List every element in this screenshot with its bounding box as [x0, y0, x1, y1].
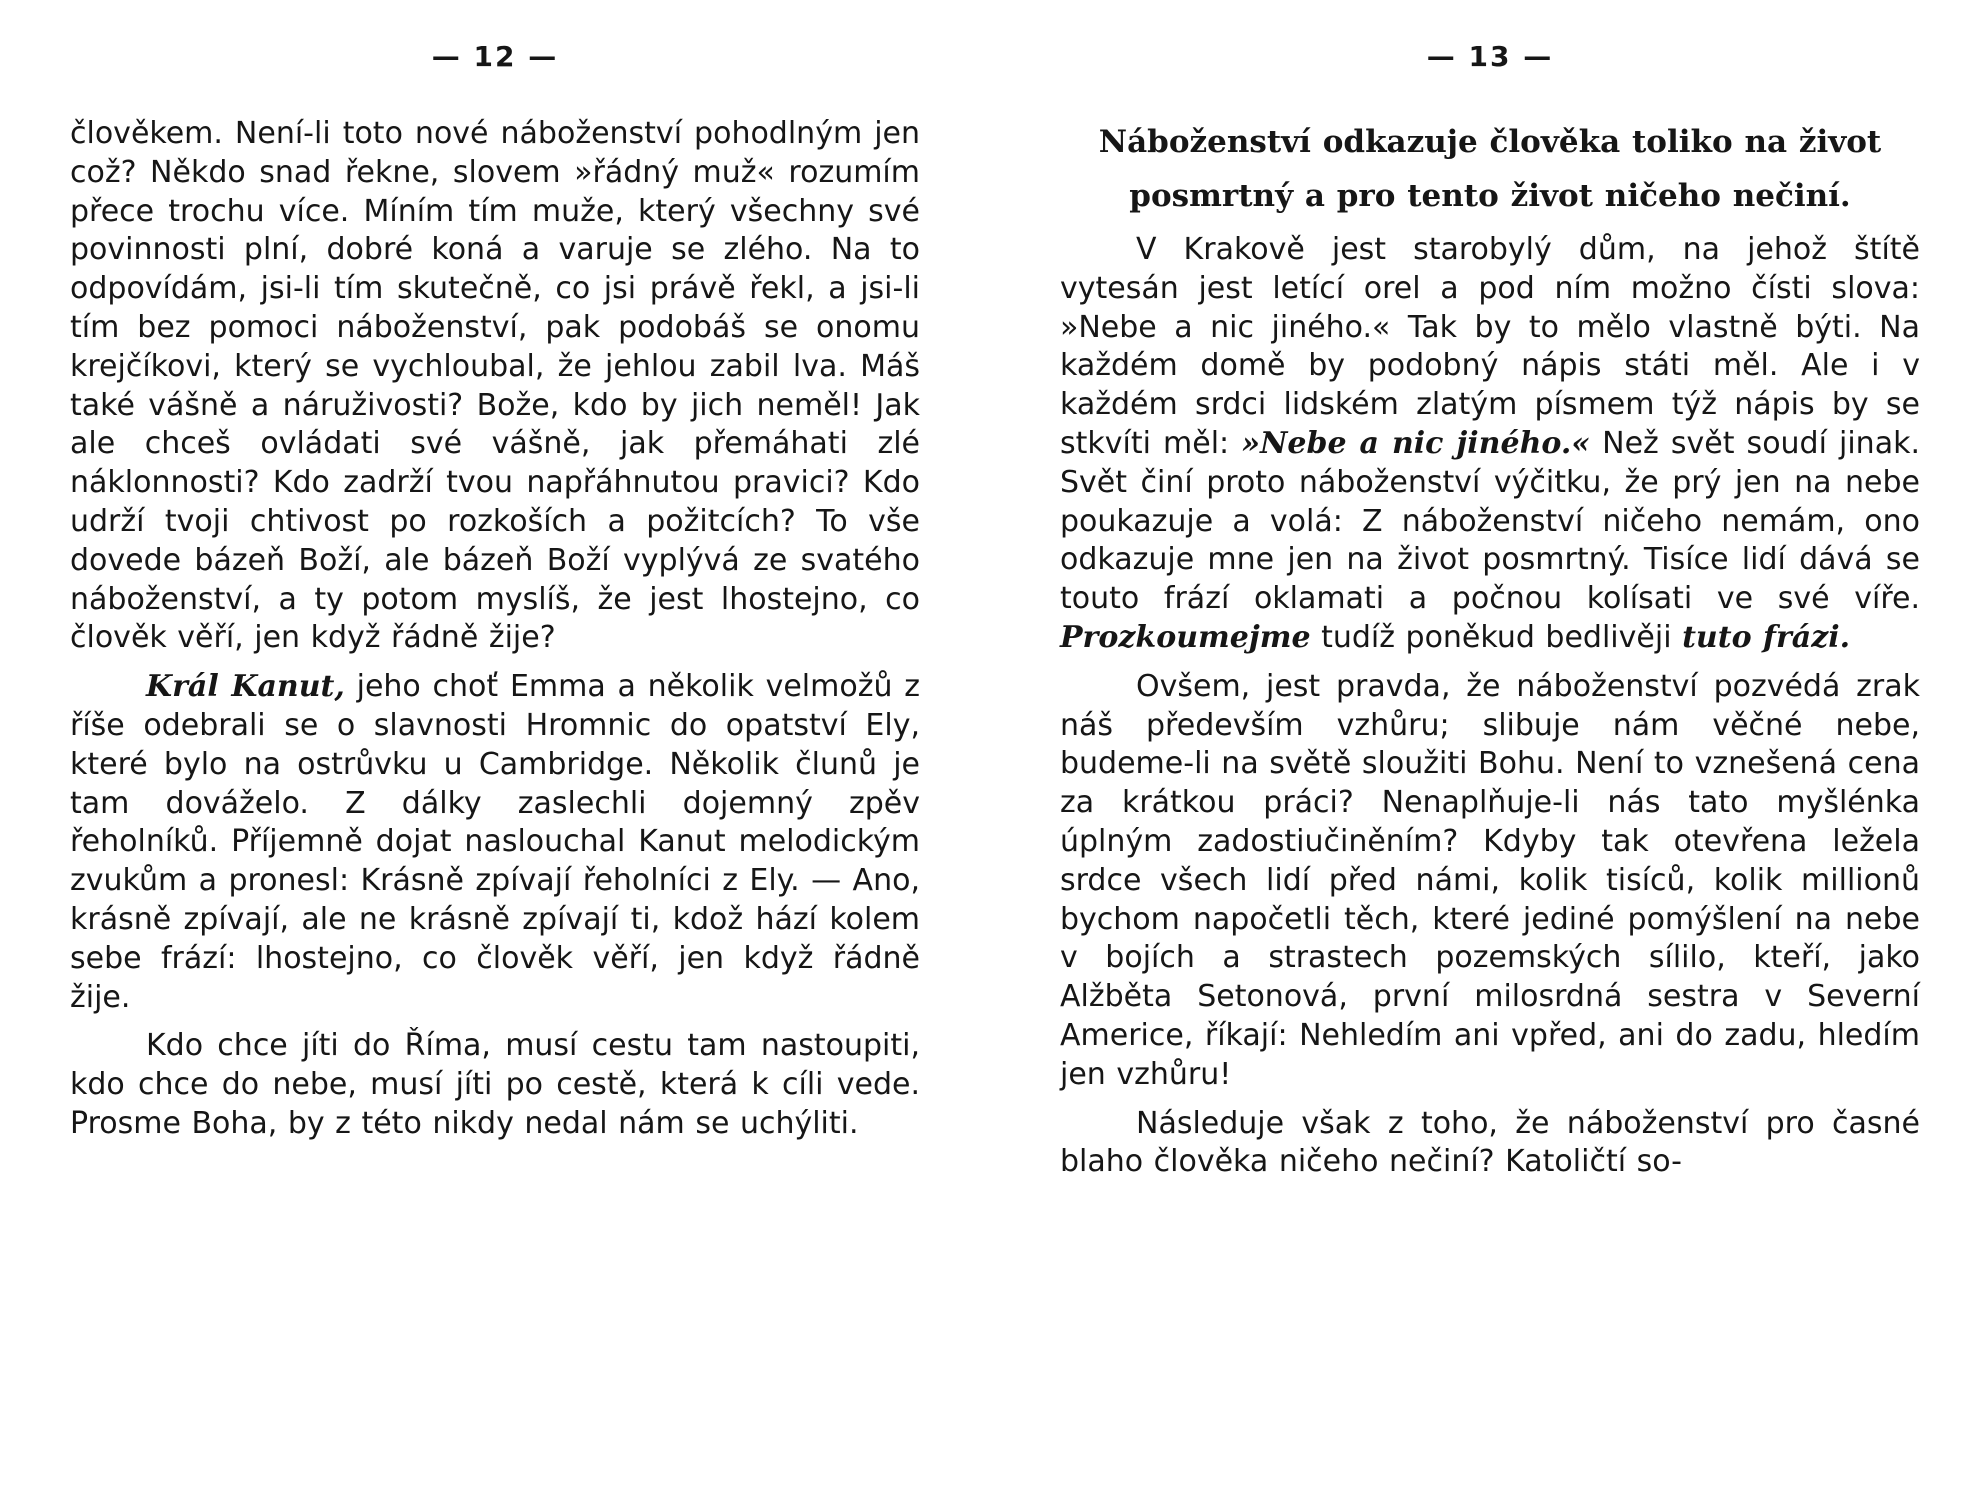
- paragraph: člověkem. Není-li toto nové náboženství pohodlným jen což? Někdo snad řekne, slovem »řádný muž« rozumím přece trochu více. Míním tím muže, který všechny své povinnosti plní, dobré koná a varuje se zlého. Na to odpovídám, jsi-li tím skutečně, co jsi právě řekl, a jsi-li tím bez pomoci náboženství, pak podobáš se onomu krejčíkovi, který se vychloubal, že jehlou zabil lva. Máš také vášně a náruživosti? Bože, kdo by jich neměl! Jak ale chceš ovládati své vášně, jak přemáhati zlé náklonnosti? Kdo zadrží tvou napřáhnutou pravici? Kdo udrží tvoji chtivost po rozkoších a požitcích? To vše dovede bázeň Boží, ale bázeň Boží vyplývá ze svatého náboženství, a ty potom myslíš, že jest lhostejno, co člověk věří, jen když řádně žije?: [70, 116, 920, 656]
- italic-emphasis: Prozkoumejme: [1060, 619, 1311, 655]
- chapter-heading: Náboženství odkazuje člověka toliko na život posmrtný a pro tento život ničeho nečiní.: [1098, 124, 1882, 214]
- paragraph: Kdo chce jíti do Říma, musí cestu tam nastoupiti, kdo chce do nebe, musí jíti po cestě, která k cíli vede. Prosme Boha, by z této nikdy nedal nám se uchýliti.: [70, 1028, 920, 1141]
- italic-emphasis: »Nebe a nic jiného.«: [1241, 425, 1591, 461]
- italic-emphasis: tuto frázi.: [1682, 619, 1851, 655]
- paragraph: Ovšem, jest pravda, že náboženství pozvédá zrak náš především vzhůru; slibuje nám věčné nebe, budeme-li na světě sloužiti Bohu. Není to vznešená cena za krátkou práci? Nenaplňuje-li nás tato myšlénka úplným zadostiučiněním? Kdyby tak otevřena ležela srdce všech lidí před námi, kolik tisíců, kolik millionů bychom napočetli těch, které jediné pomýšlení na nebe v bojích a strastech pozemských sílilo, kteří, jako Alžběta Setonová, první milosrdná sestra v Severní Americe, říkají: Nehledím ani vpřed, ani do zadu, hledím jen vzhůru!: [1060, 668, 1920, 1092]
- page-number: — 12 —: [431, 40, 559, 73]
- page-number: — 13 —: [1426, 40, 1554, 73]
- paragraph-text: V Krakově jest starobylý dům, na jehož štítě vytesán jest letící orel a pod ním možno čísti slova: »Nebe a nic jiného.« Tak by to mělo vlastně býti. Na každém domě by podobný nápis státi měl. Ale i v každém srdci lidském zlatým písmem týž nápis by se stkvíti měl:: [1060, 232, 1920, 461]
- paragraph: [1060, 231, 1920, 658]
- page-body: [70, 115, 920, 1144]
- paragraph: [70, 668, 920, 1017]
- paragraph-text: tudíž poněkud bedlivěji: [1310, 619, 1683, 655]
- italic-emphasis: Král Kanut,: [146, 669, 345, 705]
- page-body: [1060, 115, 1920, 1182]
- paragraph: Následuje však z toho, že náboženství pro časné blaho člověka ničeho nečiní? Katoličtí so-: [1060, 1105, 1920, 1180]
- paragraph-text: jeho choť Emma a několik velmožů z říše odebrali se o slavnosti Hromnic do opatství Ely, které bylo na ostrůvku u Cambridge. Několik člunů je tam dováželo. Z dálky zaslechli dojemný zpěv řeholníků. Příjemně dojat naslouchal Kanut melodickým zvukům a pronesl: Krásně zpívají řeholníci z Ely. — Ano, krásně zpívají, ale ne krásně zpívají ti, kdož hází kolem sebe frází: lhostejno, co člověk věří, jen když řádně žije.: [70, 669, 920, 1015]
- paragraph-text: Než svět soudí jinak. Svět činí proto náboženství výčitku, že prý jen na nebe poukazuje a volá: Z náboženství ničeho nemám, ono odkazuje mne jen na život posmrtný. Tisíce lidí dává se touto frází oklamati a počnou kolísati ve své víře.: [1060, 425, 1920, 617]
